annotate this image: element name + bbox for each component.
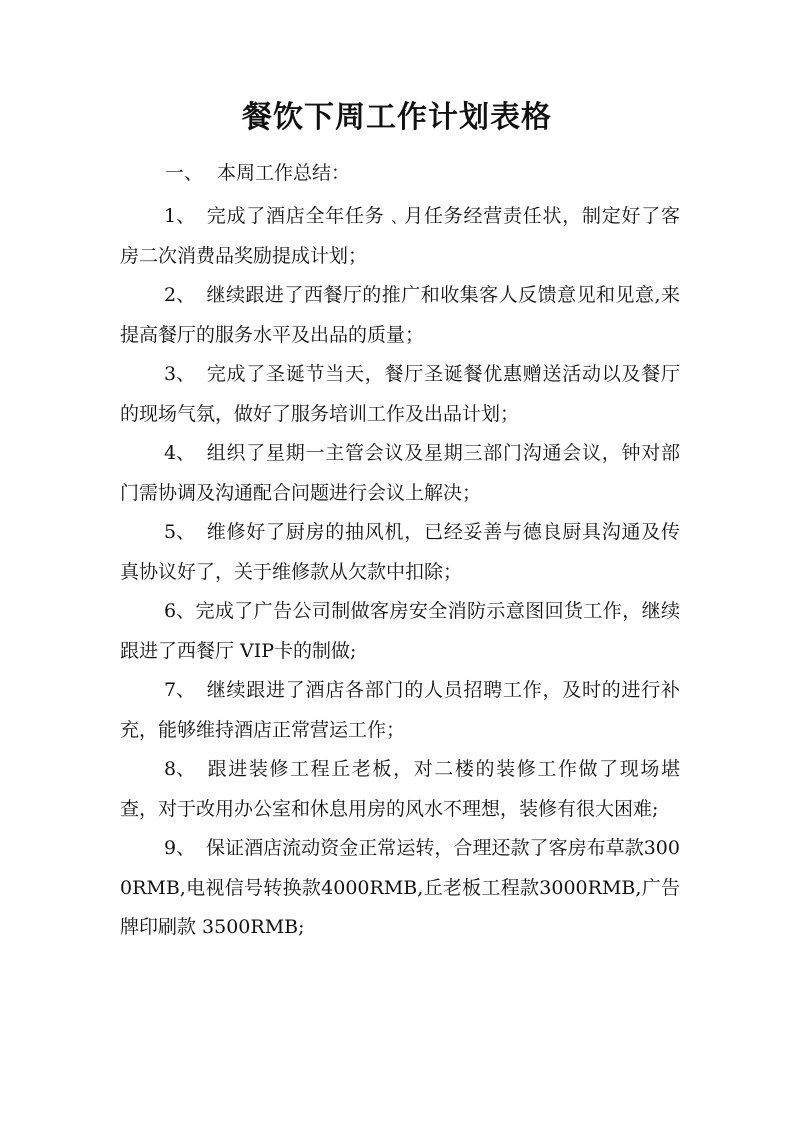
section-number: 一、 xyxy=(165,162,204,184)
item-text: 完成了圣诞节当天，餐厅圣诞餐优惠赠送活动以及餐厅的现场气氛，做好了服务培训工作及出品计划； xyxy=(120,363,680,425)
item-text: 继续跟进了西餐厅的推广和收集客人反馈意见和见意,来提高餐厅的服务水平及出品的质量； xyxy=(120,284,680,346)
item-number: 8、 xyxy=(164,758,196,780)
summary-item-1 xyxy=(120,197,680,276)
item-text: 跟进装修工程丘老板，对二楼的装修工作做了现场堪查，对于改用办公室和休息用房的风水不理想，装修有很大困难; xyxy=(120,758,680,820)
summary-item-7 xyxy=(120,671,680,750)
section-heading-text: 本周工作总结： xyxy=(217,162,351,184)
summary-item-9 xyxy=(120,829,680,948)
item-number: 1、 xyxy=(164,205,196,227)
item-number: 7、 xyxy=(164,679,196,701)
item-text: 完成了广告公司制做客房安全消防示意图回货工作，继续跟进了西餐厅 VIP卡的制做; xyxy=(120,600,680,662)
item-text: 组织了星期一主管会议及星期三部门沟通会议，钟对部门需协调及沟通配合问题进行会议上解决； xyxy=(120,442,680,504)
item-text: 保证酒店流动资金正常运转，合理还款了客房布草款3000RMB,电视信号转换款4000RMB,丘老板工程款3000RMB,广告牌印刷款 3500RMB; xyxy=(120,837,680,938)
summary-list xyxy=(120,197,680,948)
summary-item-4 xyxy=(120,434,680,513)
summary-item-8 xyxy=(120,750,680,829)
item-number: 3、 xyxy=(164,363,196,385)
item-number: 6、 xyxy=(164,600,196,622)
item-number: 4、 xyxy=(164,442,196,464)
summary-item-6 xyxy=(120,592,680,671)
document-title: 餐饮下周工作计划表格 xyxy=(242,100,552,135)
summary-item-5 xyxy=(120,513,680,592)
item-text: 继续跟进了酒店各部门的人员招聘工作，及时的进行补充，能够维持酒店正常营运工作； xyxy=(120,679,680,741)
item-number: 9、 xyxy=(164,837,196,859)
summary-item-2 xyxy=(120,276,680,355)
item-number: 2、 xyxy=(164,284,196,306)
summary-item-3 xyxy=(120,355,680,434)
item-text: 完成了酒店全年任务﹑月任务经营责任状，制定好了客房二次消费品奖励提成计划； xyxy=(120,205,680,267)
section-heading xyxy=(165,158,350,188)
item-number: 5、 xyxy=(164,521,196,543)
item-text: 维修好了厨房的抽风机，已经妥善与德良厨具沟通及传真协议好了，关于维修款从欠款中扣除； xyxy=(120,521,680,583)
